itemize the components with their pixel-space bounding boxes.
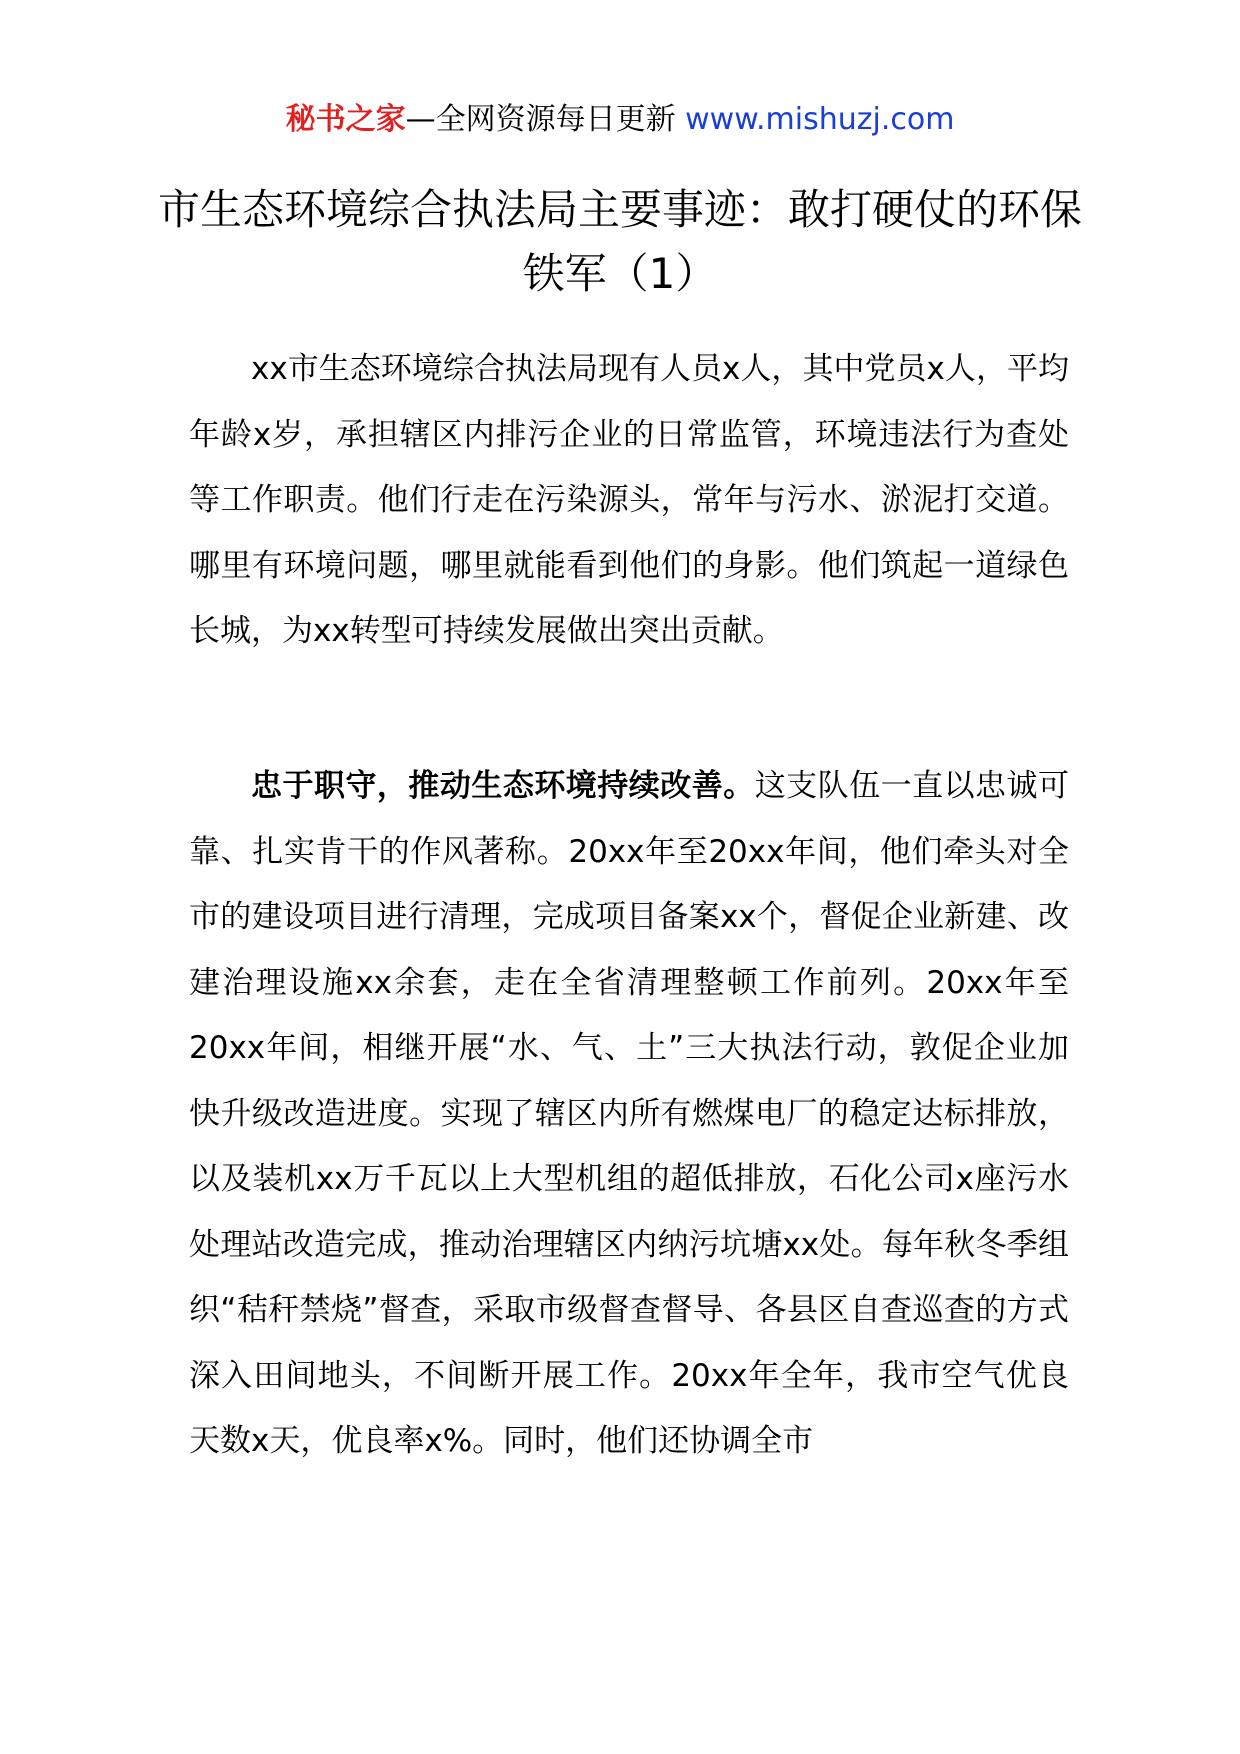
paragraph-2 — [189, 754, 1069, 1475]
brand-name: 秘书之家 — [285, 102, 406, 137]
paragraph-lead: 忠于职守，推动生态环境持续改善。 — [251, 768, 755, 804]
document-title: 市生态环境综合执法局主要事迹：敢打硬仗的环保铁军（1） — [157, 185, 1082, 298]
site-url-link[interactable]: www.mishuzj.com — [685, 102, 955, 137]
header-tagline: —全网资源每日更新 — [405, 102, 676, 137]
paragraph-1 — [189, 337, 1069, 665]
paragraph-body: 这支队伍一直以忠诚可靠、扎实肯干的作风著称。20xx年至20xx年间，他们牵头对全市的建设项目进行清理，完成项目备案xx个，督促企业新建、改建治理设施xx余套，走在全省清理整顿工作前列。20xx年至20xx年间，相继开展“水、气、土”三大执法行动，敦促企业加快升级改造进度。实现了辖区内所有燃煤电厂的稳定达标排放，以及装机xx万千瓦以上大型机组的超低排放，石化公司x座污水处理站改造完成，推动治理辖区内纳污坑塘xx处。每年秋冬季组织“秸秆禁烧”督查，采取市级督查督导、各县区自查巡查的方式深入田间地头，不间断开展工作。20xx年全年，我市空气优良天数x天，优良率x%。同时，他们还协调全市 — [189, 768, 1070, 1459]
site-header — [0, 100, 1240, 140]
paragraph-body: xx市生态环境综合执法局现有人员x人，其中党员x人，平均年龄x岁，承担辖区内排污企业的日常监管，环境违法行为查处等工作职责。他们行走在污染源头，常年与污水、淤泥打交道。哪里有环境问题，哪里就能看到他们的身影。他们筑起一道绿色长城，为xx转型可持续发展做出突出贡献。 — [189, 351, 1069, 649]
paragraph-text — [189, 754, 1069, 1475]
paragraph-text — [189, 337, 1069, 665]
